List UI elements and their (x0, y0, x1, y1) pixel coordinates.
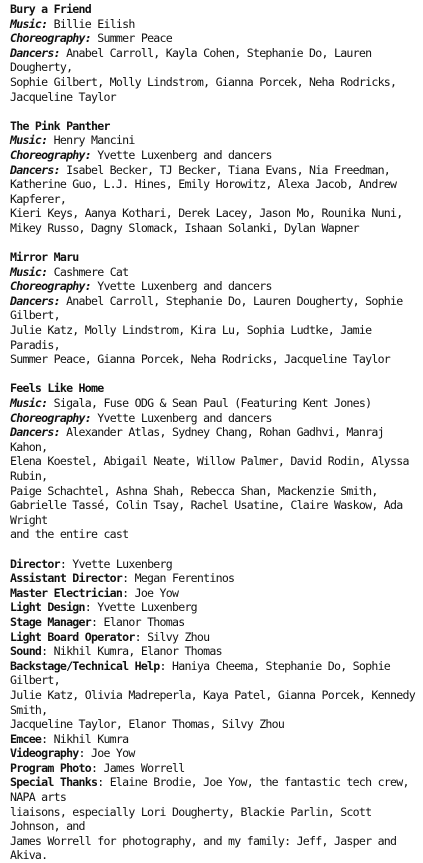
dancers-line: and the entire cast (10, 527, 129, 542)
credit-value: : Nikhil Kumra, Elanor Thomas (41, 644, 222, 659)
credit-director (10, 557, 420, 572)
credit-value: : Nikhil Kumra (41, 731, 129, 746)
credit-continuation: liaisons, especially Lori Dougherty, Blackie Parlin, Scott Johnson, and (10, 804, 372, 834)
choreography-label: Choreography: (10, 279, 91, 294)
dancers-value: Anabel Carroll, Kayla Cohen, Stephanie Do, Lauren Dougherty, (10, 45, 372, 75)
dancers-line: Sophie Gilbert, Molly Lindstrom, Gianna Porcek, Neha Rodricks, (10, 74, 397, 89)
credit-master-electrician (10, 586, 420, 601)
music-value: Henry Mancini (47, 133, 135, 148)
choreography-value: Yvette Luxenberg and dancers (91, 147, 272, 162)
credit-light-board-operator (10, 630, 420, 645)
credit-videography (10, 746, 420, 761)
dancers-line (10, 425, 420, 454)
dancers-line (10, 163, 420, 178)
piece-bury-a-friend (10, 2, 420, 104)
choreography-label: Choreography: (10, 410, 91, 425)
dancers-line: Gabrielle Tassé, Colin Tsay, Rachel Usatine, Claire Waskow, Ada Wright (10, 498, 403, 527)
dancers-line (10, 46, 420, 75)
credit-sound (10, 644, 420, 659)
choreography-label: Choreography: (10, 31, 91, 46)
credit-continuation: Julie Katz, Olivia Madreperla, Kaya Patel, Gianna Porcek, Kennedy Smith, (10, 687, 415, 717)
dancers-line: Summer Peace, Gianna Porcek, Neha Rodricks, Jacqueline Taylor (10, 352, 391, 367)
dancers-value: Isabel Becker, TJ Becker, Tiana Evans, Nia Freedman, (59, 162, 391, 177)
credit-label: Stage Manager (10, 614, 91, 629)
credit-value: : Silvy Zhou (134, 629, 210, 644)
dancers-label: Dancers: (10, 162, 60, 177)
choreography-label: Choreography: (10, 147, 91, 162)
credit-label: Videography (10, 746, 79, 761)
dancers-value: Anabel Carroll, Stephanie Do, Lauren Dougherty, Sophie Gilbert, (10, 293, 403, 323)
credit-value: : Joe Yow (122, 585, 179, 600)
credit-label: Director (10, 556, 60, 571)
dancers-label: Dancers: (10, 293, 60, 308)
credit-label: Sound (10, 644, 42, 659)
music-label: Music: (10, 396, 48, 411)
music-line (10, 396, 420, 411)
piece-title: Bury a Friend (10, 2, 91, 16)
credit-value: : Elanor Thomas (91, 614, 185, 629)
dancers-line: Elena Koestel, Abigail Neate, Willow Palmer, David Rodin, Alyssa Rubin, (10, 454, 409, 483)
dancers-line: Jacqueline Taylor (10, 89, 116, 104)
choreography-value: Yvette Luxenberg and dancers (91, 410, 272, 425)
piece-title: Mirror Maru (10, 250, 79, 265)
credit-special-thanks (10, 775, 420, 804)
choreography-line (10, 31, 420, 46)
music-label: Music: (10, 16, 48, 31)
credit-light-design (10, 600, 420, 615)
dancers-value: Alexander Atlas, Sydney Chang, Rohan Gadhvi, Manraj Kahon, (10, 425, 384, 454)
choreography-line (10, 148, 420, 163)
piece-title: Feels Like Home (10, 381, 104, 396)
dancers-line: Julie Katz, Molly Lindstrom, Kira Lu, Sophia Ludtke, Jamie Paradis, (10, 323, 372, 352)
music-label: Music: (10, 264, 48, 279)
credit-value: : James Worrell (91, 760, 185, 775)
music-label: Music: (10, 133, 48, 148)
credit-value: : Elaine Brodie, Joe Yow, the fantastic tech crew, NAPA arts (10, 775, 409, 805)
credit-value: : Haniya Cheema, Stephanie Do, Sophie Gilbert, (10, 658, 391, 688)
credit-continuation: James Worrell for photography, and my family: Jeff, Jasper and Akiva. (10, 833, 397, 863)
credit-label: Special Thanks (10, 775, 98, 790)
music-value: Cashmere Cat (47, 264, 129, 279)
credit-label: Light Board Operator (10, 629, 135, 644)
dancers-label: Dancers: (10, 425, 60, 440)
production-credits (10, 557, 420, 863)
choreography-line (10, 279, 420, 294)
credit-label: Emcee (10, 731, 42, 746)
piece-feels-like-home (10, 381, 420, 542)
credit-label: Master Electrician (10, 585, 123, 600)
credit-continuation: Jacqueline Taylor, Elanor Thomas, Silvy Zhou (10, 717, 285, 732)
credit-label: Program Photo (10, 760, 91, 775)
credit-stage-manager (10, 615, 420, 630)
dancers-line: Katherine Guo, L.J. Hines, Emily Horowitz, Alexa Jacob, Andrew Kapferer, (10, 177, 397, 206)
credit-value: : Joe Yow (78, 746, 135, 761)
credit-label: Assistant Director (10, 571, 123, 586)
program-page (10, 2, 420, 863)
credit-program-photo (10, 761, 420, 776)
credit-value: : Yvette Luxenberg (84, 600, 197, 615)
credit-emcee (10, 732, 420, 747)
credit-label: Backstage/Technical Help (10, 658, 160, 673)
choreography-line (10, 411, 420, 426)
credit-backstage-help (10, 659, 420, 688)
dancers-line: Paige Schachtel, Ashna Shah, Rebecca Shan, Mackenzie Smith, (10, 483, 378, 498)
dancers-line: Kieri Keys, Aanya Kothari, Derek Lacey, Jason Mo, Rounika Nuni, (10, 206, 403, 221)
dancers-label: Dancers: (10, 45, 60, 60)
piece-the-pink-panther (10, 119, 420, 236)
music-line (10, 133, 420, 148)
credit-label: Light Design (10, 600, 85, 615)
choreography-value: Summer Peace (91, 31, 172, 46)
dancers-line: Mikey Russo, Dagny Slomack, Ishaan Solanki, Dylan Wapner (10, 220, 359, 235)
choreography-value: Yvette Luxenberg and dancers (91, 279, 272, 294)
piece-title: The Pink Panther (10, 118, 110, 133)
credit-value: : Megan Ferentinos (122, 571, 235, 586)
music-value: Billie Eilish (47, 16, 135, 31)
music-line (10, 265, 420, 280)
dancers-line (10, 294, 420, 323)
credit-value: : Yvette Luxenberg (59, 556, 172, 571)
piece-mirror-maru (10, 250, 420, 367)
music-value: Sigala, Fuse ODG & Sean Paul (Featuring Kent Jones) (47, 396, 372, 411)
music-line (10, 17, 420, 32)
credit-assistant-director (10, 571, 420, 586)
